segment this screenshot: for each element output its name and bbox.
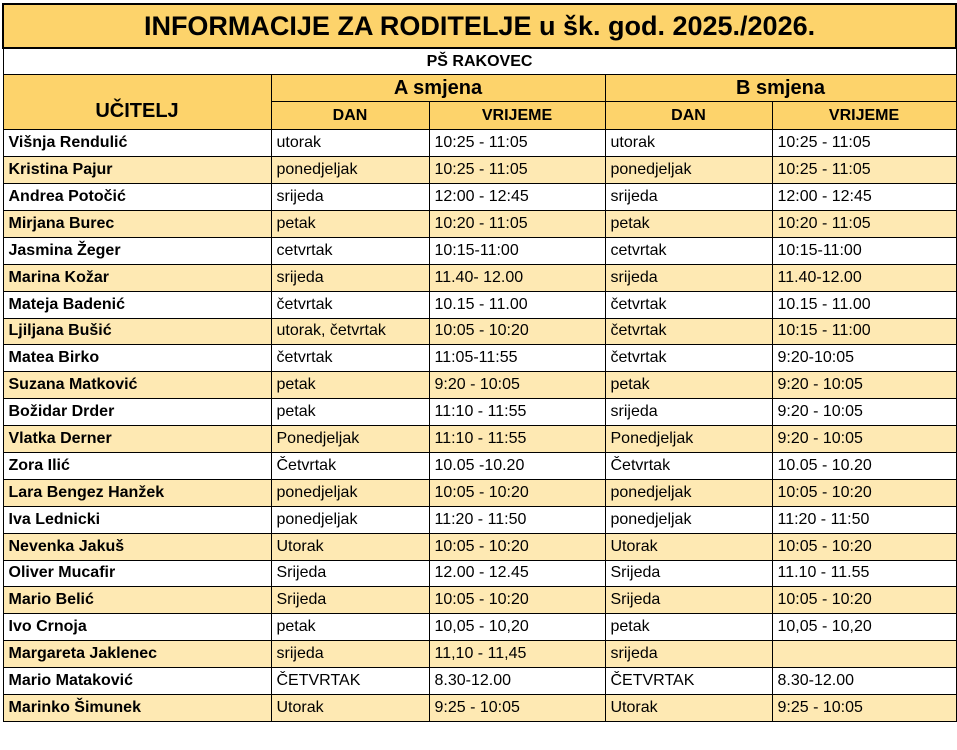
teacher-name-cell: Zora Ilić bbox=[3, 452, 271, 479]
table-row bbox=[3, 210, 956, 237]
shift-a-day-cell: petak bbox=[271, 399, 429, 426]
shift-b-day-cell: ČETVRTAK bbox=[605, 668, 772, 695]
shift-a-day-cell: srijeda bbox=[271, 641, 429, 668]
shift-a-time-cell: 10.05 -10.20 bbox=[429, 452, 605, 479]
shift-a-day-cell: Srijeda bbox=[271, 587, 429, 614]
shift-a-time-cell: 11:05-11:55 bbox=[429, 345, 605, 372]
school-row bbox=[3, 48, 956, 75]
shift-b-time-cell: 10:05 - 10:20 bbox=[772, 479, 956, 506]
table-row bbox=[3, 130, 956, 157]
shift-a-day-header: DAN bbox=[271, 102, 429, 130]
school-name: PŠ RAKOVEC bbox=[3, 48, 956, 75]
shift-b-time-cell: 10.15 - 11.00 bbox=[772, 291, 956, 318]
shift-a-day-cell: ponedjeljak bbox=[271, 479, 429, 506]
shift-a-time-cell: 10.15 - 11.00 bbox=[429, 291, 605, 318]
shift-a-time-cell: 11:10 - 11:55 bbox=[429, 426, 605, 453]
teacher-name-cell: Jasmina Žeger bbox=[3, 237, 271, 264]
shift-a-day-cell: srijeda bbox=[271, 184, 429, 211]
schedule-table bbox=[2, 3, 957, 722]
shift-a-day-cell: petak bbox=[271, 210, 429, 237]
shift-a-day-cell: Utorak bbox=[271, 533, 429, 560]
shift-b-day-cell: ponedjeljak bbox=[605, 506, 772, 533]
shift-a-time-cell: 12:00 - 12:45 bbox=[429, 184, 605, 211]
teacher-column-header: UČITELJ bbox=[3, 75, 271, 130]
table-row bbox=[3, 694, 956, 721]
shift-a-day-cell: petak bbox=[271, 614, 429, 641]
shift-a-time-cell: 10:05 - 10:20 bbox=[429, 318, 605, 345]
shift-b-time-cell: 11:20 - 11:50 bbox=[772, 506, 956, 533]
shift-b-day-cell: srijeda bbox=[605, 641, 772, 668]
teacher-name-cell: Mario Belić bbox=[3, 587, 271, 614]
shift-a-time-cell: 10:05 - 10:20 bbox=[429, 479, 605, 506]
table-row bbox=[3, 184, 956, 211]
shift-b-time-cell: 8.30-12.00 bbox=[772, 668, 956, 695]
shift-b-day-cell: četvrtak bbox=[605, 345, 772, 372]
teacher-name-cell: Suzana Matković bbox=[3, 372, 271, 399]
shift-a-time-cell: 11:20 - 11:50 bbox=[429, 506, 605, 533]
shift-b-day-cell: petak bbox=[605, 372, 772, 399]
title-row bbox=[3, 4, 956, 48]
shift-b-day-cell: petak bbox=[605, 210, 772, 237]
shift-a-day-cell: cetvrtak bbox=[271, 237, 429, 264]
table-row bbox=[3, 506, 956, 533]
table-row bbox=[3, 668, 956, 695]
shift-a-day-cell: ČETVRTAK bbox=[271, 668, 429, 695]
shift-b-time-cell: 10,05 - 10,20 bbox=[772, 614, 956, 641]
shift-b-day-cell: Utorak bbox=[605, 694, 772, 721]
shift-a-day-cell: Utorak bbox=[271, 694, 429, 721]
shift-b-time-cell: 10:25 - 11:05 bbox=[772, 157, 956, 184]
shift-b-time-cell: 9:20-10:05 bbox=[772, 345, 956, 372]
shift-a-time-cell: 12.00 - 12.45 bbox=[429, 560, 605, 587]
shift-b-time-cell: 11.10 - 11.55 bbox=[772, 560, 956, 587]
table-row bbox=[3, 426, 956, 453]
teacher-name-cell: Kristina Pajur bbox=[3, 157, 271, 184]
table-row bbox=[3, 399, 956, 426]
shift-a-time-cell: 10:25 - 11:05 bbox=[429, 157, 605, 184]
shift-a-time-cell: 10,05 - 10,20 bbox=[429, 614, 605, 641]
shift-a-day-cell: Srijeda bbox=[271, 560, 429, 587]
shift-a-day-cell: četvrtak bbox=[271, 345, 429, 372]
shift-b-time-cell: 9:20 - 10:05 bbox=[772, 372, 956, 399]
teacher-name-cell: Lara Bengez Hanžek bbox=[3, 479, 271, 506]
shift-b-day-cell: srijeda bbox=[605, 399, 772, 426]
shift-header-row bbox=[3, 75, 956, 102]
teacher-name-cell: Božidar Drder bbox=[3, 399, 271, 426]
table-row bbox=[3, 291, 956, 318]
shift-b-day-cell: srijeda bbox=[605, 184, 772, 211]
table-row bbox=[3, 452, 956, 479]
table-row bbox=[3, 157, 956, 184]
shift-a-day-cell: utorak bbox=[271, 130, 429, 157]
shift-b-day-cell: ponedjeljak bbox=[605, 157, 772, 184]
shift-a-header: A smjena bbox=[271, 75, 605, 102]
teacher-name-cell: Marinko Šimunek bbox=[3, 694, 271, 721]
teacher-name-cell: Ljiljana Bušić bbox=[3, 318, 271, 345]
table-row bbox=[3, 533, 956, 560]
teacher-name-cell: Andrea Potočić bbox=[3, 184, 271, 211]
shift-a-time-cell: 10:25 - 11:05 bbox=[429, 130, 605, 157]
shift-b-day-cell: Ponedjeljak bbox=[605, 426, 772, 453]
shift-a-time-cell: 11,10 - 11,45 bbox=[429, 641, 605, 668]
shift-a-day-cell: četvrtak bbox=[271, 291, 429, 318]
teacher-name-cell: Marina Kožar bbox=[3, 264, 271, 291]
shift-b-time-cell: 10:05 - 10:20 bbox=[772, 533, 956, 560]
shift-b-time-cell: 10:05 - 10:20 bbox=[772, 587, 956, 614]
shift-a-time-header: VRIJEME bbox=[429, 102, 605, 130]
shift-b-day-cell: četvrtak bbox=[605, 318, 772, 345]
shift-b-day-header: DAN bbox=[605, 102, 772, 130]
table-row bbox=[3, 372, 956, 399]
shift-a-time-cell: 11.40- 12.00 bbox=[429, 264, 605, 291]
shift-a-time-cell: 10:20 - 11:05 bbox=[429, 210, 605, 237]
teacher-name-cell: Nevenka Jakuš bbox=[3, 533, 271, 560]
table-row bbox=[3, 345, 956, 372]
shift-b-day-cell: ponedjeljak bbox=[605, 479, 772, 506]
shift-a-day-cell: Ponedjeljak bbox=[271, 426, 429, 453]
shift-b-time-cell bbox=[772, 641, 956, 668]
table-row bbox=[3, 264, 956, 291]
shift-b-time-cell: 9:25 - 10:05 bbox=[772, 694, 956, 721]
table-row bbox=[3, 587, 956, 614]
shift-b-day-cell: Utorak bbox=[605, 533, 772, 560]
shift-a-day-cell: Četvrtak bbox=[271, 452, 429, 479]
table-row bbox=[3, 641, 956, 668]
shift-a-day-cell: ponedjeljak bbox=[271, 506, 429, 533]
shift-b-time-cell: 11.40-12.00 bbox=[772, 264, 956, 291]
shift-a-time-cell: 8.30-12.00 bbox=[429, 668, 605, 695]
shift-a-day-cell: ponedjeljak bbox=[271, 157, 429, 184]
teacher-name-cell: Margareta Jaklenec bbox=[3, 641, 271, 668]
shift-b-day-cell: Četvrtak bbox=[605, 452, 772, 479]
shift-a-day-cell: petak bbox=[271, 372, 429, 399]
teacher-name-cell: Ivo Crnoja bbox=[3, 614, 271, 641]
shift-b-time-cell: 10:15 - 11:00 bbox=[772, 318, 956, 345]
shift-a-time-cell: 9:25 - 10:05 bbox=[429, 694, 605, 721]
teacher-name-cell: Matea Birko bbox=[3, 345, 271, 372]
teacher-name-cell: Vlatka Derner bbox=[3, 426, 271, 453]
teacher-name-cell: Mario Mataković bbox=[3, 668, 271, 695]
shift-b-day-cell: utorak bbox=[605, 130, 772, 157]
shift-b-day-cell: srijeda bbox=[605, 264, 772, 291]
shift-b-day-cell: Srijeda bbox=[605, 587, 772, 614]
shift-b-time-cell: 10.05 - 10.20 bbox=[772, 452, 956, 479]
shift-a-time-cell: 10:15-11:00 bbox=[429, 237, 605, 264]
page-title: INFORMACIJE ZA RODITELJE u šk. god. 2025./2026. bbox=[3, 4, 956, 48]
shift-b-time-cell: 10:20 - 11:05 bbox=[772, 210, 956, 237]
shift-b-day-cell: cetvrtak bbox=[605, 237, 772, 264]
shift-b-day-cell: četvrtak bbox=[605, 291, 772, 318]
shift-b-time-cell: 9:20 - 10:05 bbox=[772, 426, 956, 453]
shift-b-time-cell: 9:20 - 10:05 bbox=[772, 399, 956, 426]
shift-a-time-cell: 9:20 - 10:05 bbox=[429, 372, 605, 399]
shift-b-time-cell: 10:25 - 11:05 bbox=[772, 130, 956, 157]
table-row bbox=[3, 318, 956, 345]
shift-b-header: B smjena bbox=[605, 75, 956, 102]
shift-a-time-cell: 10:05 - 10:20 bbox=[429, 587, 605, 614]
shift-b-day-cell: Srijeda bbox=[605, 560, 772, 587]
table-row bbox=[3, 560, 956, 587]
table-row bbox=[3, 237, 956, 264]
table-row bbox=[3, 614, 956, 641]
teacher-name-cell: Oliver Mucafir bbox=[3, 560, 271, 587]
shift-b-day-cell: petak bbox=[605, 614, 772, 641]
shift-a-day-cell: srijeda bbox=[271, 264, 429, 291]
teacher-name-cell: Višnja Rendulić bbox=[3, 130, 271, 157]
teacher-name-cell: Iva Lednicki bbox=[3, 506, 271, 533]
shift-a-time-cell: 10:05 - 10:20 bbox=[429, 533, 605, 560]
shift-b-time-header: VRIJEME bbox=[772, 102, 956, 130]
table-row bbox=[3, 479, 956, 506]
shift-a-day-cell: utorak, četvrtak bbox=[271, 318, 429, 345]
teacher-name-cell: Mateja Badenić bbox=[3, 291, 271, 318]
shift-b-time-cell: 12:00 - 12:45 bbox=[772, 184, 956, 211]
teacher-name-cell: Mirjana Burec bbox=[3, 210, 271, 237]
shift-b-time-cell: 10:15-11:00 bbox=[772, 237, 956, 264]
shift-a-time-cell: 11:10 - 11:55 bbox=[429, 399, 605, 426]
